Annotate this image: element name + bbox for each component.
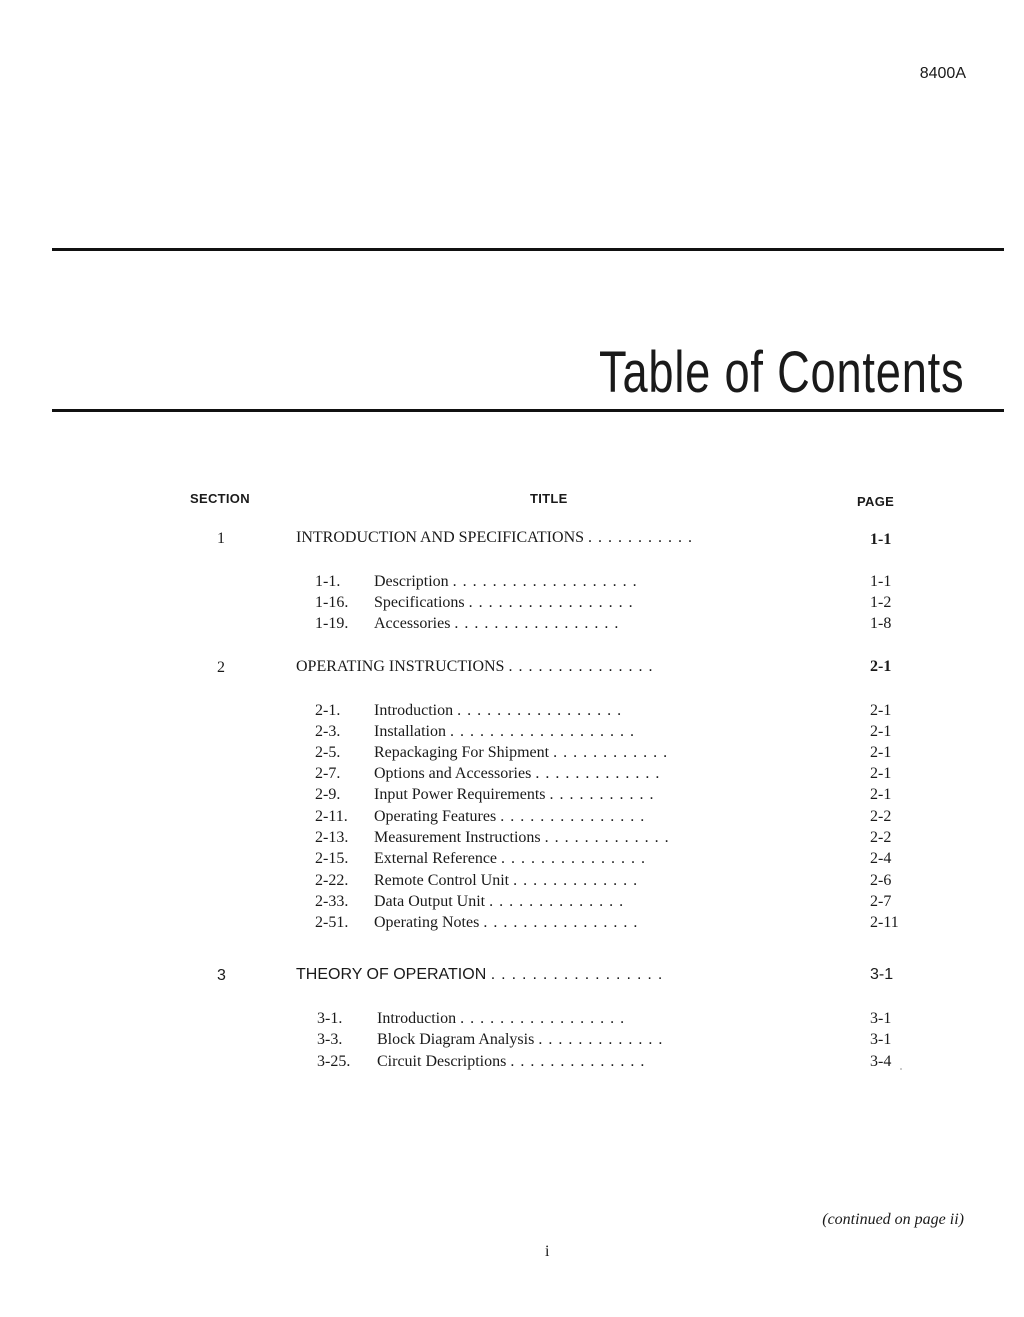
entry-page: 3-1 bbox=[870, 1031, 892, 1048]
entry-page: 2-11 bbox=[870, 914, 899, 931]
leader-dots: ................ bbox=[483, 914, 644, 931]
entry-title: Introduction ................. bbox=[374, 702, 628, 719]
entry-title: Block Diagram Analysis ............. bbox=[377, 1031, 669, 1048]
entry-number: 2-3. bbox=[315, 723, 341, 740]
entry-number: 1-1. bbox=[315, 573, 341, 590]
scan-speck bbox=[900, 1068, 902, 1070]
entry-number: 2-9. bbox=[315, 786, 341, 803]
section-title-text: THEORY OF OPERATION bbox=[296, 966, 487, 983]
column-header-page: PAGE bbox=[857, 494, 895, 509]
entry-number: 2-33. bbox=[315, 893, 349, 910]
leader-dots: ............. bbox=[513, 872, 644, 889]
entry-number: 2-1. bbox=[315, 702, 341, 719]
section-number: 1 bbox=[217, 530, 225, 547]
leader-dots: ................... bbox=[449, 723, 640, 740]
entry-number: 3-3. bbox=[317, 1031, 343, 1048]
entry-title: External Reference ............... bbox=[374, 850, 652, 867]
leader-dots: ................. bbox=[454, 615, 625, 632]
section-title-text: OPERATING INSTRUCTIONS bbox=[296, 658, 505, 675]
entry-title: Input Power Requirements ........... bbox=[374, 786, 660, 803]
entry-page: 3-4 bbox=[870, 1053, 892, 1070]
leader-dots: ............. bbox=[538, 1031, 669, 1048]
entry-page: 1-1 bbox=[870, 573, 892, 590]
entry-title: Circuit Descriptions .............. bbox=[377, 1053, 651, 1070]
entry-page: 2-1 bbox=[870, 744, 892, 761]
page-number: i bbox=[545, 1243, 550, 1260]
leader-dots: .............. bbox=[510, 1053, 651, 1070]
leader-dots: ........... bbox=[549, 786, 660, 803]
entry-page: 2-7 bbox=[870, 893, 892, 910]
entry-title: Specifications ................. bbox=[374, 594, 639, 611]
section-page: 3-1 bbox=[870, 966, 894, 983]
entry-title: Operating Notes ................ bbox=[374, 914, 644, 931]
entry-title: Measurement Instructions ............. bbox=[374, 829, 675, 846]
section-title[interactable] bbox=[296, 658, 658, 676]
entry-number: 2-22. bbox=[315, 872, 349, 889]
section-title-text: INTRODUCTION AND SPECIFICATIONS bbox=[296, 529, 585, 546]
page-title: Table of Contents bbox=[598, 339, 964, 405]
section-page: 1-1 bbox=[870, 531, 892, 548]
entry-number: 3-1. bbox=[317, 1010, 343, 1027]
leader-dots: ................. bbox=[457, 702, 628, 719]
entry-number: 2-15. bbox=[315, 850, 349, 867]
document-model-number: 8400A bbox=[919, 65, 966, 82]
entry-number: 2-11. bbox=[315, 808, 348, 825]
leader-dots: ........... bbox=[588, 529, 699, 546]
leader-dots: ............... bbox=[500, 808, 651, 825]
leader-dots: ............. bbox=[535, 765, 666, 782]
entry-page: 2-2 bbox=[870, 808, 892, 825]
column-header-title: TITLE bbox=[530, 491, 568, 506]
entry-number: 2-51. bbox=[315, 914, 349, 931]
section-number: 3 bbox=[217, 967, 226, 984]
entry-page: 2-1 bbox=[870, 765, 892, 782]
leader-dots: ............. bbox=[544, 829, 675, 846]
leader-dots: ................... bbox=[452, 573, 643, 590]
entry-page: 2-1 bbox=[870, 702, 892, 719]
entry-page: 2-2 bbox=[870, 829, 892, 846]
section-title[interactable] bbox=[296, 966, 668, 984]
entry-title: Introduction ................. bbox=[377, 1010, 631, 1027]
leader-dots: ............ bbox=[553, 744, 674, 761]
entry-title: Installation ................... bbox=[374, 723, 640, 740]
entry-title: Data Output Unit .............. bbox=[374, 893, 630, 910]
entry-title: Repackaging For Shipment ............ bbox=[374, 744, 674, 761]
entry-title: Accessories ................. bbox=[374, 615, 625, 632]
leader-dots: ............... bbox=[501, 850, 652, 867]
entry-title: Operating Features ............... bbox=[374, 808, 651, 825]
continued-note: (continued on page ii) bbox=[822, 1211, 964, 1228]
entry-page: 2-1 bbox=[870, 786, 892, 803]
leader-dots: ............... bbox=[508, 658, 659, 675]
entry-page: 3-1 bbox=[870, 1010, 892, 1027]
entry-number: 2-7. bbox=[315, 765, 341, 782]
entry-page: 2-6 bbox=[870, 872, 892, 889]
entry-title: Remote Control Unit ............. bbox=[374, 872, 644, 889]
section-number: 2 bbox=[217, 659, 225, 676]
entry-page: 2-1 bbox=[870, 723, 892, 740]
entry-title: Options and Accessories ............. bbox=[374, 765, 666, 782]
leader-dots: .............. bbox=[489, 893, 630, 910]
entry-title: Description ................... bbox=[374, 573, 643, 590]
entry-page: 1-2 bbox=[870, 594, 892, 611]
entry-page: 2-4 bbox=[870, 850, 892, 867]
entry-number: 3-25. bbox=[317, 1053, 351, 1070]
entry-number: 2-5. bbox=[315, 744, 341, 761]
section-title[interactable] bbox=[296, 529, 698, 547]
entry-number: 1-19. bbox=[315, 615, 349, 632]
section-page: 2-1 bbox=[870, 658, 892, 675]
entry-page: 1-8 bbox=[870, 615, 892, 632]
column-header-section: SECTION bbox=[190, 491, 250, 506]
entry-number: 1-16. bbox=[315, 594, 349, 611]
leader-dots: ................. bbox=[468, 594, 639, 611]
entry-number: 2-13. bbox=[315, 829, 349, 846]
leader-dots: ................. bbox=[460, 1010, 631, 1027]
leader-dots: ................. bbox=[490, 966, 669, 983]
